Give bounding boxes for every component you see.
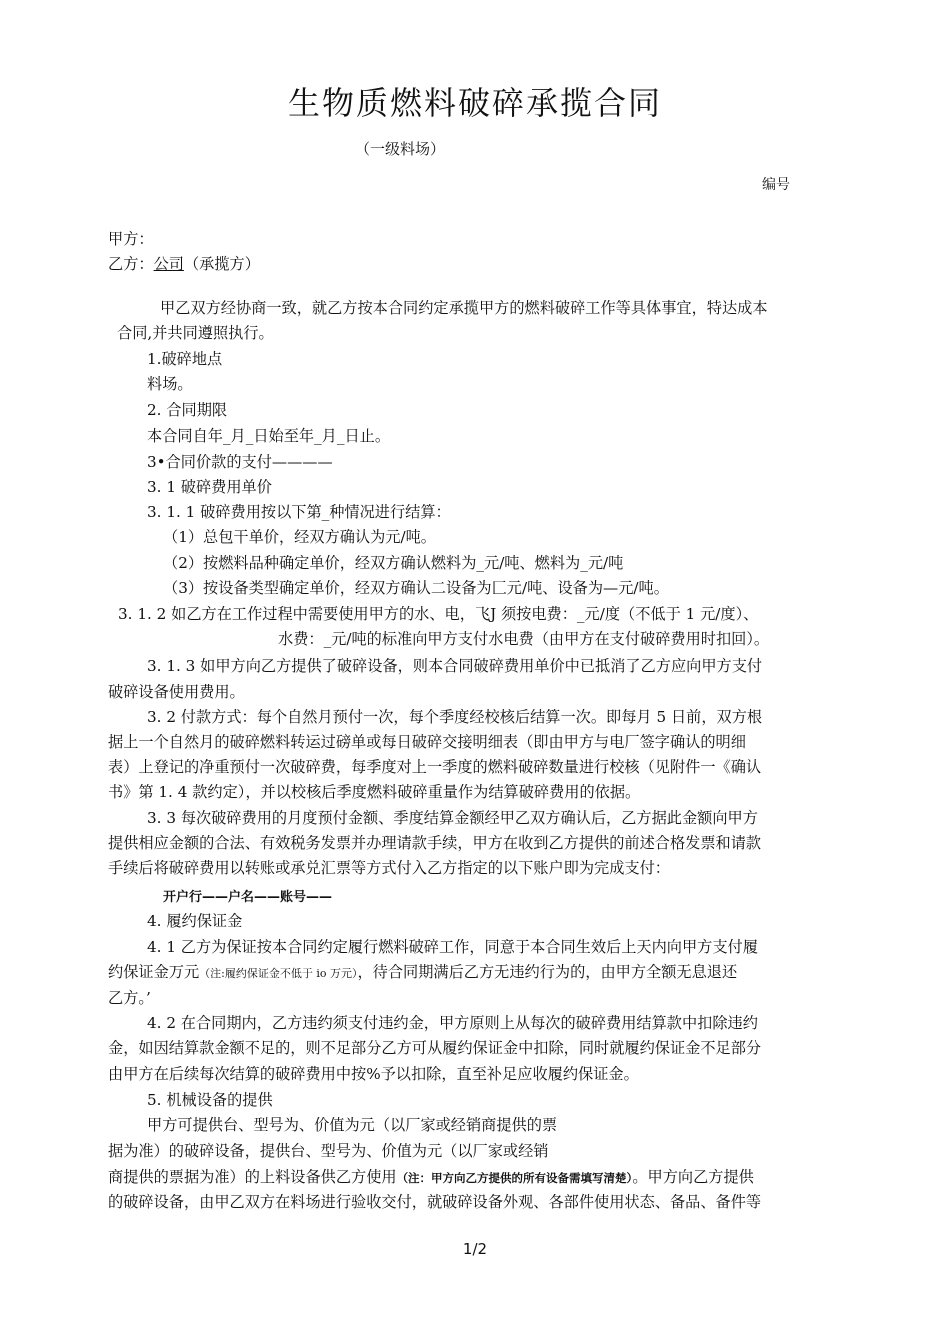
paragraph-line-with-note	[108, 962, 737, 984]
paragraph-line: 手续后将破碎费用以转账或承兑汇票等方式付入乙方指定的以下账户即为完成支付：	[108, 859, 670, 877]
subsection-heading: 3. 1 破碎费用单价	[147, 478, 272, 496]
paragraph-line: 3. 1. 1 破碎费用按以下第_种情况进行结算：	[147, 503, 451, 521]
paragraph-line: 3. 1. 3 如甲方向乙方提供了破碎设备，则本合同破碎费用单价中已抵消了乙方应向甲方支付	[147, 657, 763, 675]
paragraph-line: 料场。	[147, 375, 193, 393]
paragraph-line: 据上一个自然月的破碎燃料转运过磅单或每日破碎交接明细表（即由甲方与电厂签字确认的明细	[108, 733, 746, 751]
paragraph-line: 水费：_元/吨的标准向甲方支付水电费（由甲方在支付破碎费用时扣回）。	[278, 630, 770, 648]
text-span: ，待合同期满后乙方无违约行为的，由甲方全额无息退还	[357, 963, 738, 981]
party-a-label: 甲方：	[108, 230, 154, 248]
list-item: （2）按燃料品种确定单价，经双方确认燃料为_元/吨、燃料为_元/吨	[163, 554, 624, 572]
paragraph-line: 的破碎设备，由甲乙双方在料场进行验收交付，就破碎设备外观、各部件使用状态、备品、备件等	[108, 1193, 762, 1211]
paragraph-line: 表）上登记的净重预付一次破碎费，每季度对上一季度的燃料破碎数量进行校核（见附件一《确认	[108, 758, 762, 776]
text-span: 。甲方向乙方提供	[632, 1168, 754, 1186]
section-heading: 2. 合同期限	[147, 401, 228, 419]
footnote-note: （注：甲方向乙方提供的所有设备需填写清楚）	[396, 1171, 633, 1185]
document-subtitle: （一级料场）	[355, 140, 446, 158]
paragraph-line: 合同,并共同遵照执行。	[117, 324, 274, 342]
paragraph-line: 据为准）的破碎设备，提供台、型号为、价值为元（以厂家或经销	[108, 1142, 549, 1160]
party-b-company: 公司	[153, 255, 184, 273]
document-title: 生物质燃料破碎承揽合同	[287, 84, 662, 122]
text-span: 约保证金万元	[108, 963, 200, 981]
list-item: （3）按设备类型确定单价，经双方确认二设备为匚元/吨、设备为—元/吨。	[163, 579, 669, 597]
section-heading: 3•合同价款的支付————	[147, 453, 333, 471]
page-number: 1/2	[462, 1240, 488, 1258]
paragraph-line: 由甲方在后续每次结算的破碎费用中按%予以扣除，直至补足应收履约保证金。	[108, 1065, 639, 1083]
paragraph-line: 金，如因结算款金额不足的，则不足部分乙方可从履约保证金中扣除，同时就履约保证金不足部分	[108, 1039, 762, 1057]
section-heading: 5. 机械设备的提供	[147, 1091, 273, 1109]
text-span: 商提供的票据为准）的上料设备供乙方使用	[108, 1168, 397, 1186]
section-heading: 1.破碎地点	[147, 350, 223, 368]
paragraph-line: 4. 1 乙方为保证按本合同约定履行燃料破碎工作，同意于本合同生效后上天内向甲方支付履	[147, 938, 758, 956]
paragraph-line: 提供相应金额的合法、有效税务发票并办理请款手续，甲方在收到乙方提供的前述合格发票和请款	[108, 834, 762, 852]
account-info-line: 开户行——户名——账号——	[163, 890, 333, 905]
paragraph-line: 3. 3 每次破碎费用的月度预付金额、季度结算金额经甲乙双方确认后，乙方据此金额向甲方	[147, 809, 758, 827]
paragraph-line: 本合同自年_月_日始至年_月_日止。	[147, 427, 390, 445]
paragraph-line: 4. 2 在合同期内，乙方违约须支付违约金，甲方原则上从每次的破碎费用结算款中扣除违约	[147, 1014, 758, 1032]
paragraph-line: 书》第 1. 4 款约定），并以校核后季度燃料破碎重量作为结算破碎费用的依据。	[108, 783, 641, 801]
paragraph-line: 破碎设备使用费用。	[108, 683, 245, 701]
list-item: （1）总包干单价，经双方确认为元/吨。	[163, 528, 436, 546]
party-b-line	[108, 254, 260, 274]
paragraph-line: 甲方可提供台、型号为、价值为元（以厂家或经销商提供的票	[147, 1116, 558, 1134]
party-b-role: （承揽方）	[183, 255, 260, 273]
contract-number-label: 编号	[762, 177, 790, 193]
paragraph-line: 甲乙双方经协商一致，就乙方按本合同约定承揽甲方的燃料破碎工作等具体事宜，特达成本	[160, 299, 768, 317]
paragraph-line: 乙方。’	[108, 989, 151, 1007]
paragraph-line: 3. 2 付款方式：每个自然月预付一次，每个季度经校核后结算一次。即每月 5 日前，双方根	[147, 708, 763, 726]
paragraph-line-with-note	[108, 1167, 754, 1188]
paragraph-line: 3. 1. 2 如乙方在工作过程中需要使用甲方的水、电，飞J 须按电费：_元/度（不低于 1 元/度）、	[118, 605, 759, 623]
footnote-note: （注:履约保证金不低于 io 万元）	[199, 967, 358, 980]
party-b-prefix: 乙方：	[108, 255, 154, 273]
section-heading: 4. 履约保证金	[147, 912, 243, 930]
